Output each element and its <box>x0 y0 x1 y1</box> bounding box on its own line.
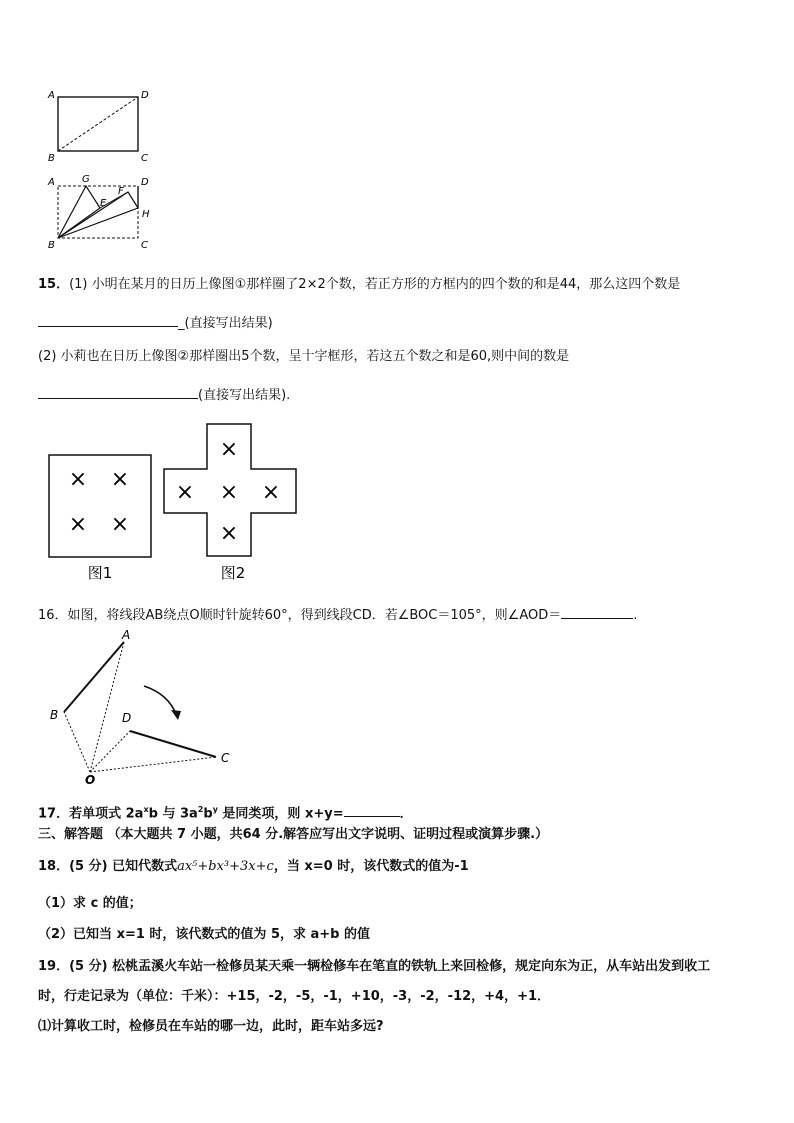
diagonal-bd <box>58 97 138 151</box>
label-d2: D <box>141 177 149 188</box>
q17-end: ． <box>399 806 413 822</box>
q17-answer-blank[interactable] <box>344 802 400 817</box>
label-e2: E <box>100 198 107 209</box>
q18 <box>38 858 469 876</box>
label-f2: F <box>118 186 124 197</box>
fig1-caption: 图1 <box>87 564 113 582</box>
q15-part1-suffix: _(直接写出结果) <box>178 316 273 331</box>
cross-mark: × <box>68 467 88 492</box>
q17-mid3: 是同类项，则 x+y= <box>217 806 344 822</box>
q15-part2-text: (2) 小莉也在日历上像图②那样圈出5个数，呈十字框形，若这五个数之和是60,则中间的数是 <box>38 349 570 364</box>
q18-expression: ax⁵+bx³+3x+c <box>177 859 274 874</box>
q17-mid1: b 与 3a <box>148 806 198 822</box>
q15-part2-answer <box>38 384 290 405</box>
line-oc <box>90 757 216 772</box>
q18-prefix: 18．(5 分) 已知代数式 <box>38 859 178 874</box>
segment-ab <box>64 642 124 712</box>
q16-text: 16．如图，将线段AB绕点O顺时针旋转60°，得到线段CD．若∠BOC＝105°，则∠AOD＝ <box>38 608 562 623</box>
label-b1: B <box>48 153 55 164</box>
label-c2: C <box>141 240 148 251</box>
q15-answer-blank-1[interactable] <box>38 312 178 327</box>
section-3-heading: 三、解答题 （本大题共 7 小题，共64 分.解答应写出文字说明、证明过程或演算步骤.） <box>38 827 549 842</box>
q17-mid2: b <box>203 806 213 822</box>
rectangle-figures <box>40 82 170 252</box>
q15-part1-text: (1) 小明在某月的日历上像图①那样圈了2×2个数，若正方形的方框内的四个数的和是44，那么这四个数是 <box>69 277 681 292</box>
q15-part2-suffix: (直接写出结果). <box>198 388 291 403</box>
line-ob <box>64 712 90 772</box>
q18-sub1: （1）求 c 的值； <box>38 896 142 911</box>
rotation-figure <box>44 626 244 786</box>
q17-exp-x: x <box>143 805 149 814</box>
label-g2: G <box>82 174 90 185</box>
q17-exp-2: 2 <box>197 805 204 814</box>
cross-mark: × <box>261 480 281 505</box>
q15-part1 <box>38 276 680 294</box>
q18-sub2: （2）已知当 x=1 时，该代数式的值为 5，求 a+b 的值 <box>38 927 371 942</box>
square-frame <box>49 455 151 557</box>
q17 <box>38 801 413 823</box>
q16 <box>38 604 637 625</box>
label-o: O <box>85 773 96 786</box>
line-od <box>90 731 130 772</box>
label-d: D <box>122 711 132 725</box>
label-d1: D <box>141 90 149 101</box>
label-c: C <box>221 751 230 765</box>
q16-answer-blank[interactable] <box>561 604 633 619</box>
q15-answer-blank-2[interactable] <box>38 384 198 399</box>
segment-dc <box>130 731 216 757</box>
q15-number: 15． <box>38 277 70 292</box>
calendar-figures <box>40 418 310 588</box>
q15-part1-answer <box>38 312 273 333</box>
q15-part2 <box>38 348 569 366</box>
q18-suffix: ，当 x=0 时，该代数式的值为-1 <box>273 859 469 874</box>
label-b: B <box>50 708 59 722</box>
q17-text: 17．若单项式 2a <box>38 806 144 822</box>
cross-mark: × <box>219 480 239 505</box>
cross-mark: × <box>219 521 239 546</box>
q19-sub1: ⑴计算收工时，检修员在车站的哪一边，此时，距车站多远? <box>38 1019 384 1034</box>
label-c1: C <box>141 153 148 164</box>
cross-mark: × <box>110 467 130 492</box>
rotation-arrow-head <box>171 710 181 720</box>
q17-exp-y: y <box>212 805 218 814</box>
cross-mark: × <box>68 512 88 537</box>
cross-mark: × <box>175 480 195 505</box>
label-b2: B <box>48 240 55 251</box>
cross-mark: × <box>219 437 239 462</box>
q16-end: . <box>633 608 638 623</box>
q19-line1: 19．(5 分) 松桃盂溪火车站一检修员某天乘一辆检修车在笔直的铁轨上来回检修，规定向东为正，从车站出发到收工 <box>38 959 711 974</box>
label-a1: A <box>48 90 55 101</box>
fig2-caption: 图2 <box>220 564 246 582</box>
label-a: A <box>122 628 131 642</box>
cross-mark: × <box>110 512 130 537</box>
label-a2: A <box>48 177 55 188</box>
rotation-arrow <box>144 686 176 714</box>
label-h2: H <box>142 209 150 220</box>
q19-line2: 时，行走记录为（单位：千米）：+15，-2，-5，-1，+10，-3，-2，-12，+4，+1． <box>38 989 551 1004</box>
